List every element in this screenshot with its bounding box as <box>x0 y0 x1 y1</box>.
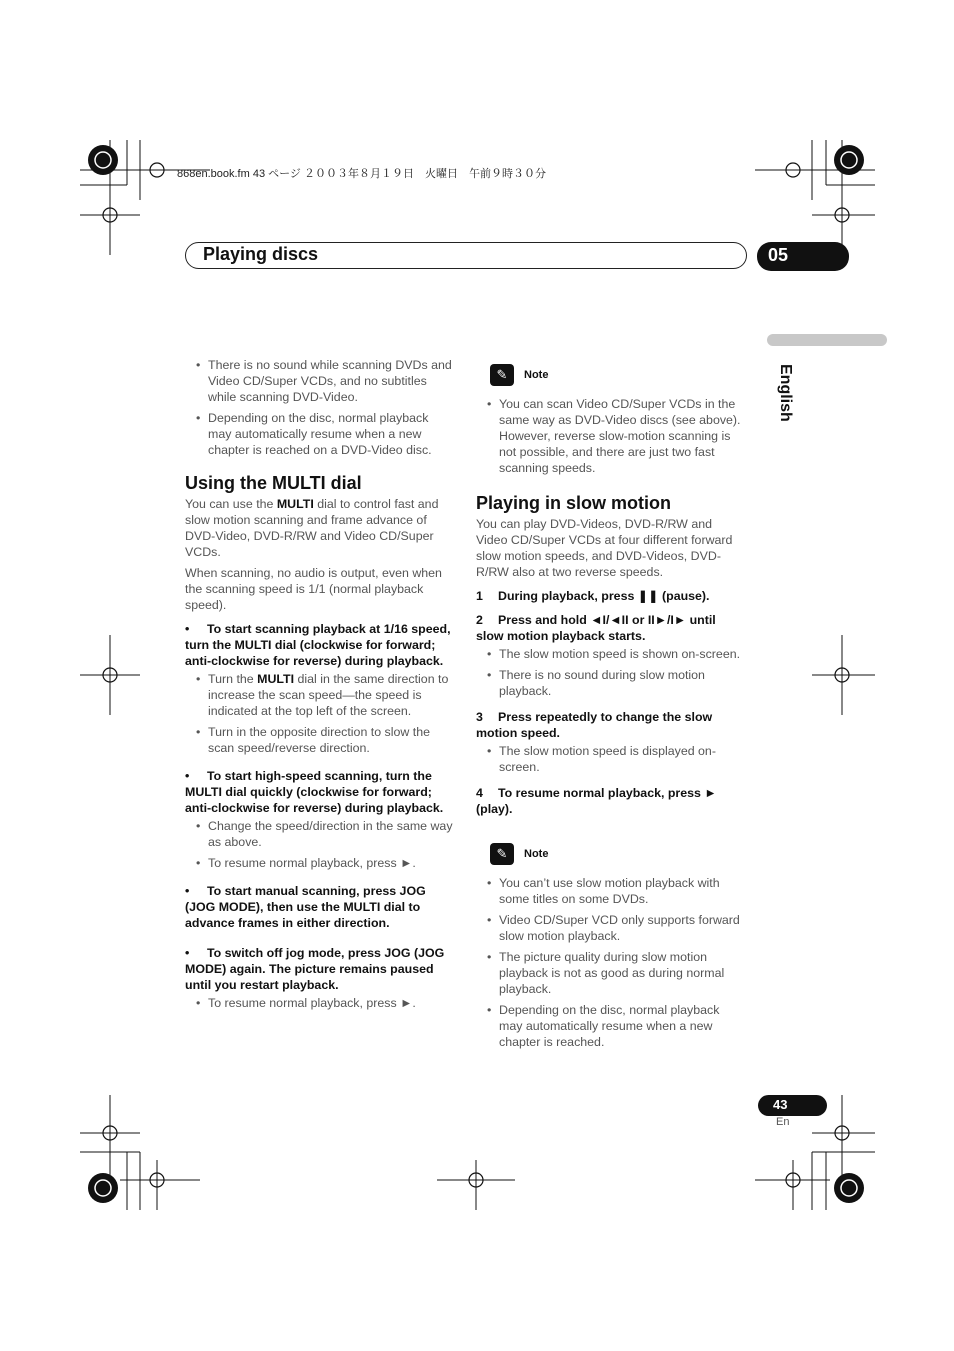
list-item: • To resume normal playback, press ►. <box>185 995 453 1011</box>
section-heading: Playing in slow motion <box>476 493 672 513</box>
page-number-badge <box>758 1095 827 1116</box>
note-label: Note <box>524 848 549 860</box>
paragraph: When scanning, no audio is output, even when the scanning speed is 1/1 (normal playback speed). <box>185 566 442 612</box>
list-item: • The slow motion speed is shown on-screen. <box>476 646 744 662</box>
step-bullets <box>185 671 453 756</box>
list-item: • The picture quality during slow motion playback is not as good as during normal playback. <box>476 949 744 997</box>
step: 4 To resume normal playback, press ► (play). <box>476 786 717 816</box>
pencil-icon: ✎ <box>490 364 514 386</box>
list-item: • Video CD/Super VCD only supports forward slow motion playback. <box>476 912 744 944</box>
note-bullets <box>476 875 744 1050</box>
note-bullets <box>476 396 744 476</box>
list-item: • You can scan Video CD/Super VCDs in the same way as DVD-Video discs (see above). However, reverse slow-motion scanning is not possible, and there are just two fast scanning speeds. <box>476 396 744 476</box>
note-header <box>490 843 744 865</box>
step-bullets <box>476 646 744 699</box>
left-column <box>185 357 453 1017</box>
language-code: En <box>776 1116 790 1128</box>
step: 2 Press and hold ◄I/◄II or II►/I► until slow motion playback starts. <box>476 613 716 643</box>
page-title: Playing discs <box>203 244 319 264</box>
list-item: • Depending on the disc, normal playback may automatically resume when a new chapter is reached. <box>476 1002 744 1050</box>
language-label: English <box>777 364 794 422</box>
list-item: • Turn the MULTI dial in the same direction to increase the scan speed—the speed is indicated at the top left of the screen. <box>185 671 453 719</box>
list-item: • There is no sound while scanning DVDs and Video CD/Super VCDs, and no subtitles while scanning DVD-Video. <box>185 357 453 405</box>
step-bullets <box>185 995 453 1011</box>
page-number: 43 <box>773 1097 788 1112</box>
list-item: • Depending on the disc, normal playback may automatically resume when a new chapter is reached on a DVD-Video disc. <box>185 410 453 458</box>
step: • To switch off jog mode, press JOG (JOG MODE) again. The picture remains paused until you restart playback. <box>185 946 445 992</box>
intro-bullets <box>185 357 453 458</box>
step: 1 During playback, press ❚❚ (pause). <box>476 589 710 603</box>
print-header: 868en.book.fm 43 ページ ２００３年８月１９日 火曜日 午前９時３０分 <box>177 168 546 180</box>
pencil-icon: ✎ <box>490 843 514 865</box>
step-bullets <box>185 818 453 871</box>
paragraph: You can use the MULTI dial to control fast and slow motion scanning and frame advance of DVD-Video, DVD-R/RW and Video CD/Super VCDs. <box>185 497 439 559</box>
language-tab <box>767 334 887 346</box>
right-column <box>476 364 744 1056</box>
step: • To start high-speed scanning, turn the MULTI dial quickly (clockwise for forward; anti-clockwise for reverse) during playback. <box>185 769 444 815</box>
note-label: Note <box>524 369 549 381</box>
note-header <box>490 364 744 386</box>
paragraph: You can play DVD-Videos, DVD-R/RW and Video CD/Super VCDs at four different forward slow motion speeds, and DVD-Videos, DVD-R/RW also at two reverse speeds. <box>476 517 733 579</box>
list-item: • There is no sound during slow motion playback. <box>476 667 744 699</box>
list-item: • Change the speed/direction in the same way as above. <box>185 818 453 850</box>
step: 3 Press repeatedly to change the slow motion speed. <box>476 710 713 740</box>
step: • To start scanning playback at 1/16 speed, turn the MULTI dial (clockwise for forward; anti-clockwise for reverse) during playback. <box>185 622 451 668</box>
list-item: • The slow motion speed is displayed on-screen. <box>476 743 744 775</box>
list-item: • You can’t use slow motion playback with some titles on some DVDs. <box>476 875 744 907</box>
chapter-number: 05 <box>768 245 789 265</box>
section-heading: Using the MULTI dial <box>185 473 362 493</box>
chapter-badge <box>757 242 849 271</box>
list-item: • To resume normal playback, press ►. <box>185 855 453 871</box>
list-item: • Turn in the opposite direction to slow the scan speed/reverse direction. <box>185 724 453 756</box>
step: • To start manual scanning, press JOG (JOG MODE), then use the MULTI dial to advance frames in either direction. <box>185 884 426 930</box>
step-bullets <box>476 743 744 775</box>
